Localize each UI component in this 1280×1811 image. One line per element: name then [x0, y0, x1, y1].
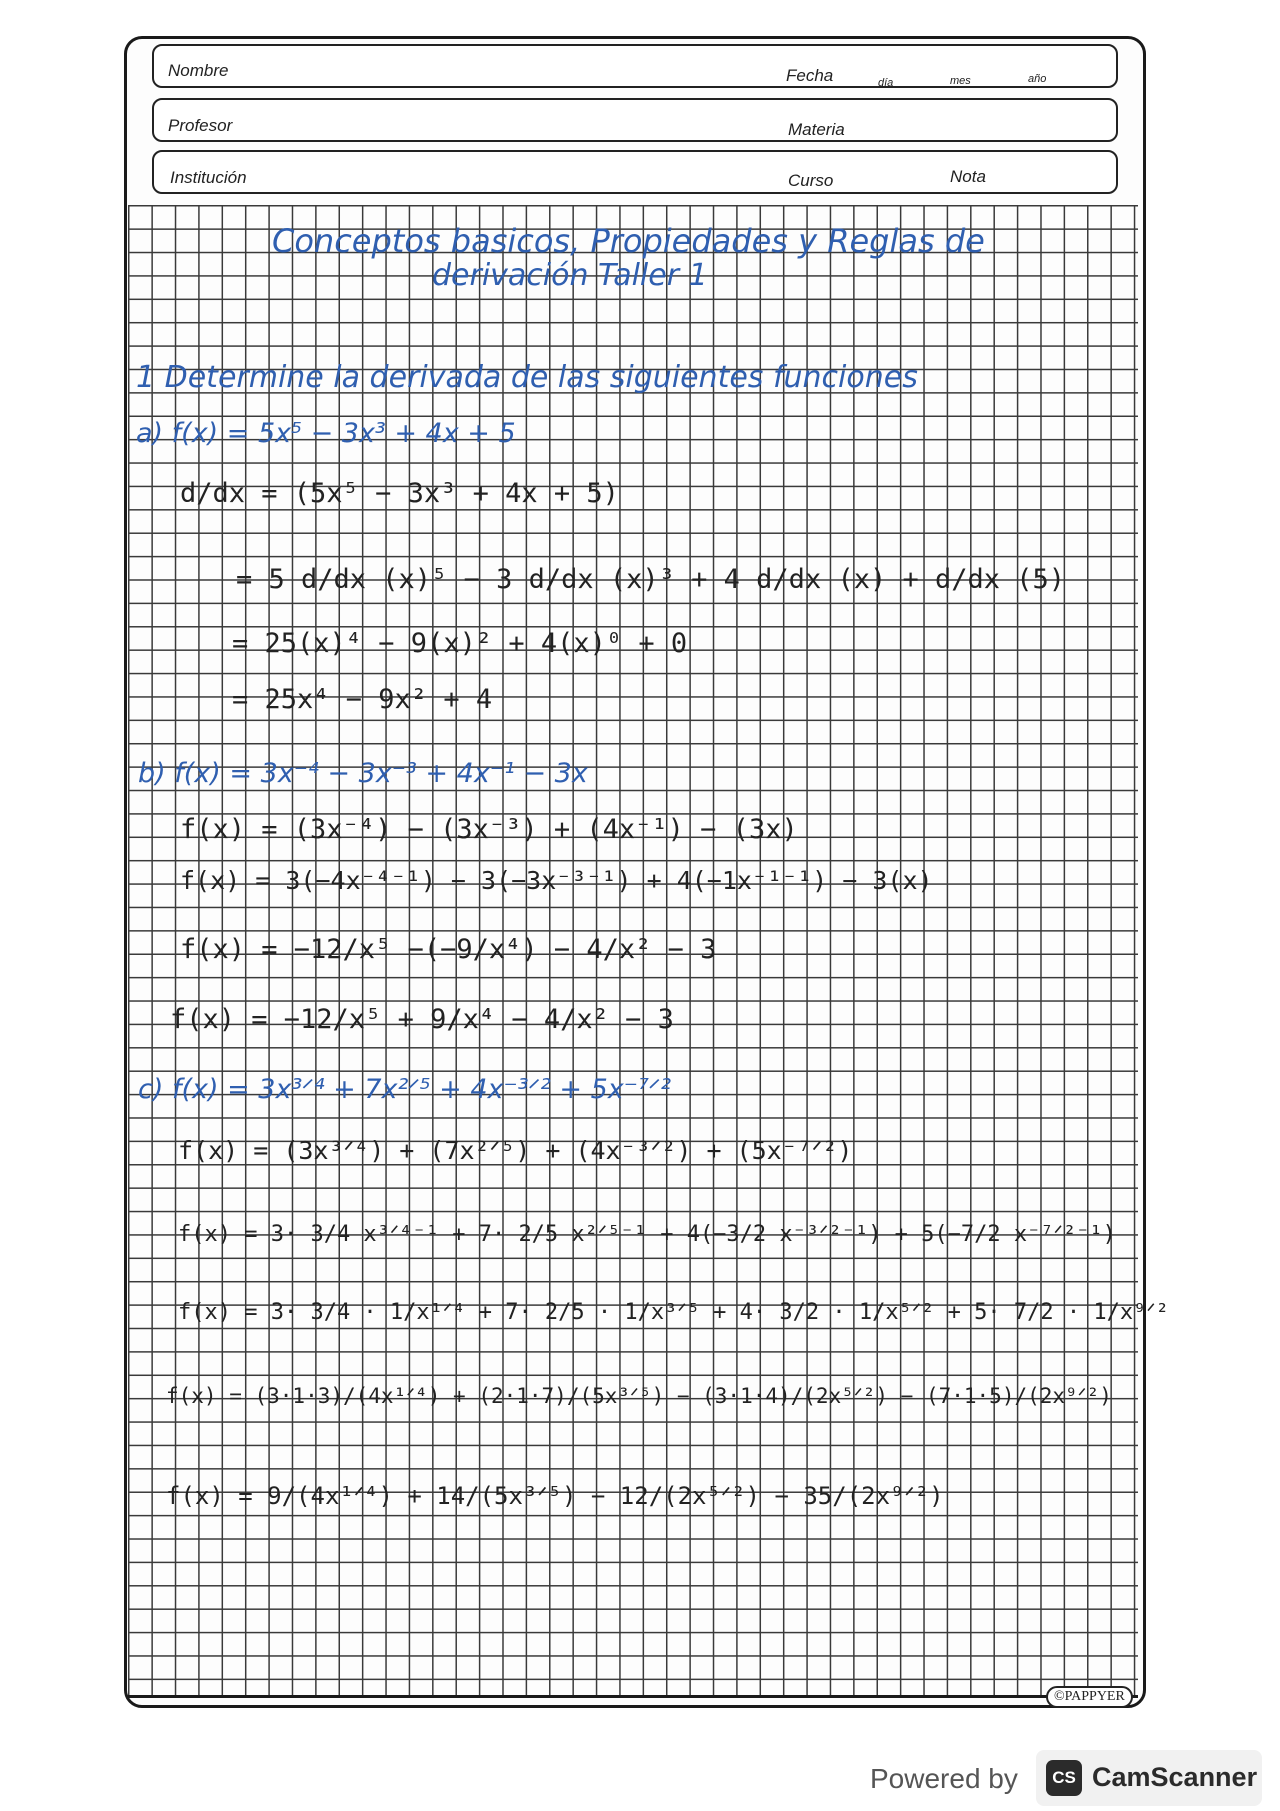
label-fecha: Fecha: [786, 66, 834, 85]
part-a-step-1: d/dx = (5x⁵ − 3x³ + 4x + 5): [180, 478, 619, 509]
part-c-step-4: f(x) = (3·1·3)/(4x¹ᐟ⁴) + (2·1·7)/(5x³ᐟ⁵) − (3·1·4)/(2x⁵ᐟ²) − (7·1·5)/(2x⁹ᐟ²): [166, 1384, 1112, 1408]
label-nota: Nota: [950, 167, 986, 186]
part-a-step-2: = 5 d/dx (x)⁵ − 3 d/dx (x)³ + 4 d/dx (x) + d/dx (5): [236, 564, 1066, 595]
powered-by-text: Powered by: [870, 1763, 1018, 1794]
label-nombre: Nombre: [168, 61, 229, 80]
label-materia: Materia: [788, 120, 845, 139]
worksheet-title-line2: derivación Taller 1: [432, 258, 708, 293]
part-c-result: f(x) = 9/(4x¹ᐟ⁴) + 14/(5x³ᐟ⁵) − 12/(2x⁵ᐟ²) − 35/(2x⁹ᐟ²): [166, 1482, 944, 1510]
part-c-step-1: f(x) = (3x³ᐟ⁴) + (7x²ᐟ⁵) + (4x⁻³ᐟ²) + (5x⁻⁷ᐟ²): [178, 1136, 853, 1165]
part-b-result: f(x) = −12/x⁵ + 9/x⁴ − 4/x² − 3: [170, 1004, 674, 1035]
camscanner-icon: CS: [1046, 1760, 1082, 1796]
part-a-function: a) f(x) = 5x⁵ − 3x³ + 4x + 5: [136, 418, 516, 449]
part-b-step-1: f(x) = (3x⁻⁴) − (3x⁻³) + (4x⁻¹) − (3x): [180, 814, 798, 845]
part-c-step-2: f(x) = 3· 3/4 x³ᐟ⁴⁻¹ + 7· 2/5 x²ᐟ⁵⁻¹ + 4(−3/2 x⁻³ᐟ²⁻¹) + 5(−7/2 x⁻⁷ᐟ²⁻¹): [178, 1222, 1116, 1247]
camscanner-name: CamScanner: [1092, 1762, 1258, 1792]
label-institucion: Institución: [170, 168, 247, 187]
part-a-step-3: = 25(x)⁴ − 9(x)² + 4(x)⁰ + 0: [232, 628, 688, 659]
worksheet-title-line1: Conceptos basicos, Propiedades y Reglas de: [272, 222, 985, 260]
header-row-nombre: [152, 44, 1118, 88]
label-profesor: Profesor: [168, 116, 233, 135]
header-row-profesor: [152, 98, 1118, 142]
exercise-instruction: 1 Determine la derivada de las siguientes funciones: [136, 360, 918, 395]
part-a-result: = 25x⁴ − 9x² + 4: [232, 684, 493, 715]
part-b-function: b) f(x) = 3x⁻⁴ − 3x⁻³ + 4x⁻¹ − 3x: [138, 758, 588, 789]
part-b-step-2: f(x) = 3(−4x⁻⁴⁻¹) − 3(−3x⁻³⁻¹) + 4(−1x⁻¹⁻¹) − 3(x): [180, 866, 933, 895]
pappyer-logo: ©PAPPYER: [1046, 1686, 1133, 1708]
part-c-step-3: f(x) = 3· 3/4 · 1/x¹ᐟ⁴ + 7· 2/5 · 1/x³ᐟ⁵ + 4· 3/2 · 1/x⁵ᐟ² + 5· 7/2 · 1/x⁹ᐟ²: [178, 1300, 1169, 1325]
label-curso: Curso: [788, 171, 834, 190]
part-b-step-3: f(x) = −12/x⁵ −(−9/x⁴) − 4/x² − 3: [180, 934, 717, 965]
part-c-function: c) f(x) = 3x³ᐟ⁴ + 7x²ᐟ⁵ + 4x⁻³ᐟ² + 5x⁻⁷ᐟ²: [138, 1074, 672, 1105]
label-mes: mes: [950, 75, 971, 87]
label-dia: día: [878, 77, 894, 89]
label-anio: año: [1028, 73, 1047, 85]
